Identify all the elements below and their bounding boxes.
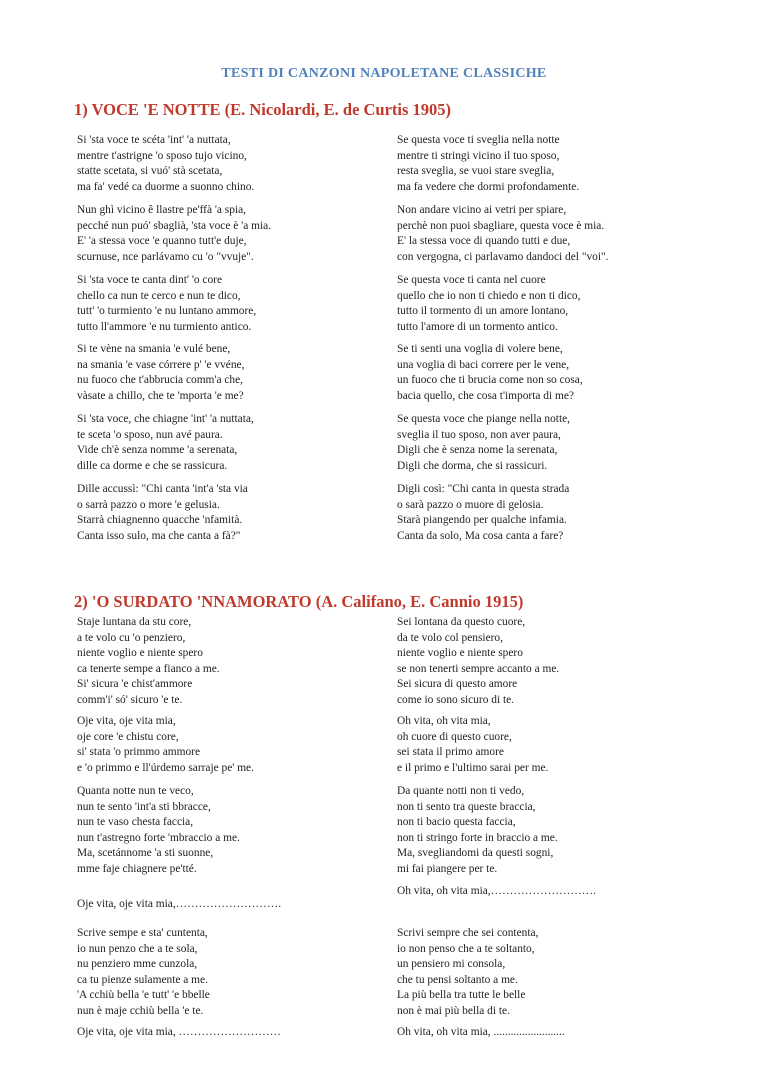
stanza: Sei lontana da questo cuore, da te volo col pensiero, niente voglio e niente spero se non tenerti sempre accanto a me. Sei sicura di questo amore come io sono sicuro di te. <box>397 616 560 706</box>
stanza: Scrive sempe e sta' cuntenta, io nun penzo che a te sola, nu penziero mme cunzola, ca tu pienze sulamente a me. 'A cchiù bella 'e tutt' 'e bbelle nun è maje cchiù bella 'e te. <box>77 927 210 1017</box>
stanza: Si 'sta voce te canta dint' 'o core chello ca nun te cerco e nun te dico, tutt' 'o turmiento 'e nu luntano ammore, tutto ll'ammore 'e nu turmiento antico. <box>77 274 257 333</box>
stanza: Da quante notti non ti vedo, non ti sento tra queste braccia, non ti bacio questa faccia, non ti stringo forte in braccio a me. Ma, svegliandomi da questi sogni, mi fai piangere per te. <box>397 785 558 875</box>
stanza: Quanta notte nun te veco, nun te sento 'int'a sti bbracce, nun te vaso chesta faccia, nun t'astregno forte 'mbraccio a me. Ma, scetánnome 'a sti suonne, mme faje chiagnere pe'tté. <box>77 785 240 875</box>
stanza: Non andare vicino ai vetri per spiare, perchè non puoi sbagliare, questa voce è mia. E' la stessa voce di quando tutti e due, con vergogna, ci parlavamo dandoci del "voi". <box>397 204 609 263</box>
stanza: Se questa voce ti sveglia nella notte mentre ti stringi vicino il tuo sposo, resta sveglia, se vuoi stare sveglia, ma fa vedere che dormi profondamente. <box>397 134 580 193</box>
stanza: Digli così: "Chi canta in questa strada o sarà pazzo o muore di gelosia. Starà piangendo per qualche infamia. Canta da solo, Ma cosa canta a fare? <box>397 483 570 542</box>
stanza: Se questa voce ti canta nel cuore quello che io non ti chiedo e non ti dico, tutto il tormento di un amore lontano, tutto l'amore di un tormento antico. <box>397 274 581 333</box>
stanza: Staje luntana da stu core, a te volo cu 'o penziero, niente voglio e niente spero ca tenerte sempe a fianco a me. Si' sicura 'e chist'ammore comm'i' só' sicuro 'e te. <box>77 616 220 706</box>
stanza: Oje vita, oje vita mia,………………………. <box>77 898 282 910</box>
stanza: Scrivi sempre che sei contenta, io non penso che a te soltanto, un pensiero mi consola, che tu pensi soltanto a me. La più bella tra tutte le belle non è mai più bella di te. <box>397 927 539 1017</box>
document-title: TESTI DI CANZONI NAPOLETANE CLASSICHE <box>221 66 547 81</box>
stanza: Dille accussì: "Chi canta 'int'a 'sta via o sarrà pazzo o more 'e gelusia. Starrà chiagnenno quacche 'nfamità. Canta isso sulo, ma che canta a fà?" <box>77 483 248 542</box>
stanza: Oh vita, oh vita mia,………………………. <box>397 885 597 897</box>
stanza: Oh vita, oh vita mia, ......................... <box>397 1026 565 1038</box>
stanza: Si 'sta voce, che chiagne 'int' 'a nuttata, te sceta 'o sposo, nun avé paura. Vide ch'è senza nomme 'a serenata, dille ca dorme e che se rassicura. <box>77 413 254 472</box>
song-1-heading: 1) VOCE 'E NOTTE (E. Nicolardi, E. de Curtis 1905) <box>74 100 452 119</box>
stanza: Oje vita, oje vita mia, ……………………… <box>77 1026 282 1038</box>
stanza: Oje vita, oje vita mia, oje core 'e chistu core, si' stata 'o primmo ammore e 'o primmo e ll'úrdemo sarraje pe' me. <box>77 715 254 774</box>
stanza: Se ti senti una voglia di volere bene, una voglia di baci correre per le vene, un fuoco che ti brucia come non so cosa, bacia quello, che cosa t'importa di me? <box>397 343 583 402</box>
stanza: Oh vita, oh vita mia, oh cuore di questo cuore, sei stata il primo amore e il primo e l'ultimo sarai per me. <box>397 715 549 774</box>
stanza: Se questa voce che piange nella notte, sveglia il tuo sposo, non aver paura, Digli che è senza nome la serenata, Digli che dorma, che si rassicuri. <box>397 413 571 472</box>
song-2-heading: 2) 'O SURDATO 'NNAMORATO (A. Califano, E. Cannio 1915) <box>74 592 524 611</box>
stanza: Si 'sta voce te scéta 'int' 'a nuttata, mentre t'astrigne 'o sposo tujo vicino, statte scetata, si vuó' stà scetata, ma fa' vedé ca duorme a suonno chino. <box>77 134 255 193</box>
stanza: Nun ghì vicino ê llastre pe'ffà 'a spia, pecché nun puó' sbaglià, 'sta voce è 'a mia. E' 'a stessa voce 'e quanno tutt'e duje, scurnuse, nce parlávamo cu 'o "vvuje". <box>77 204 272 263</box>
stanza: Si te vène na smania 'e vulé bene, na smania 'e vase córrere p' 'e vvéne, nu fuoco che t'abbrucia comm'a che, vàsate a chillo, che te 'mporta 'e me? <box>77 343 245 402</box>
